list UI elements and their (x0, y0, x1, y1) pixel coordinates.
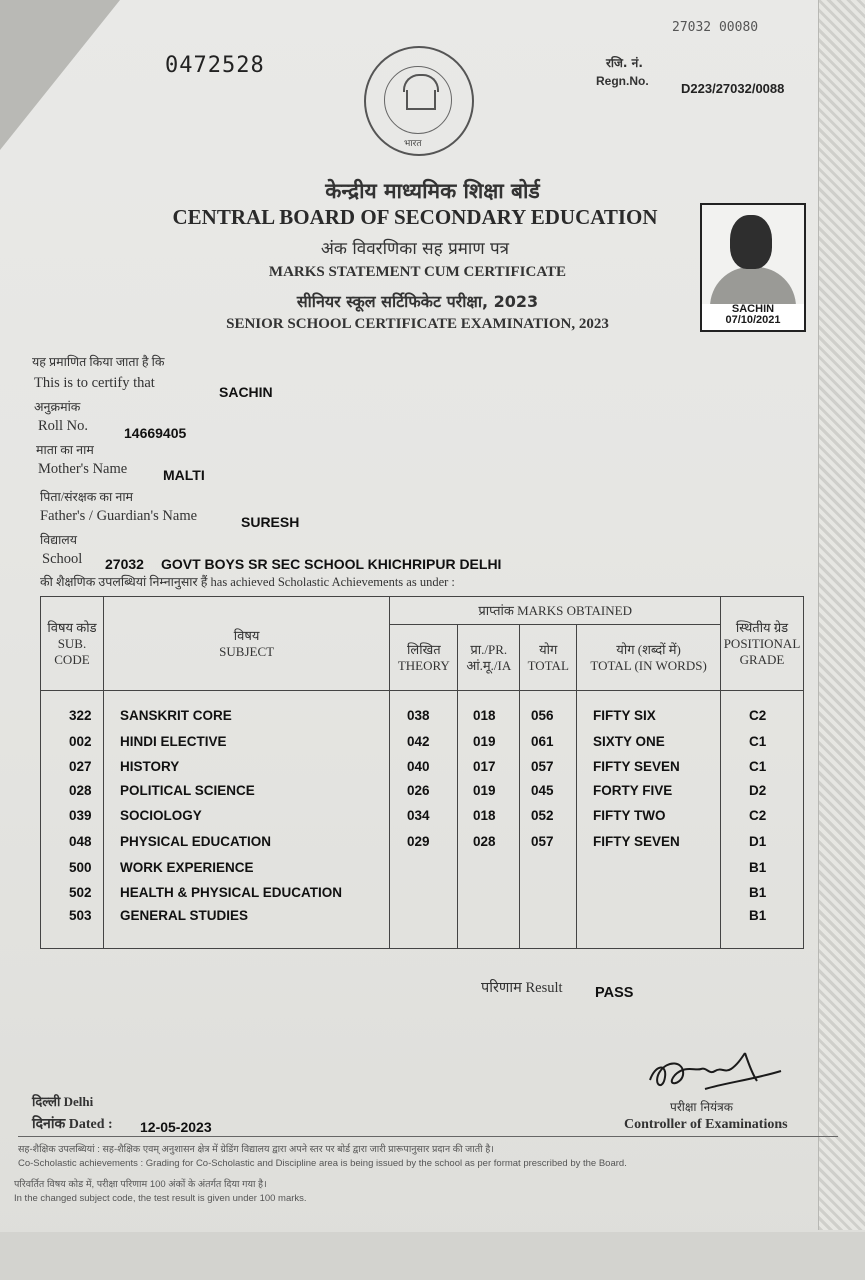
doc-title-hi: अंक विवरणिका सह प्रमाण पत्र (320, 239, 510, 259)
controller-label-en: Controller of Examinations (624, 1117, 788, 1132)
regn-number: D223/27032/0088 (681, 81, 785, 96)
table-row: 027 HISTORY 040 017 057 FIFTY SEVEN C1 (69, 759, 767, 774)
regn-label-en: Regn.No. (596, 74, 649, 88)
table-row: 028 POLITICAL SCIENCE 026 019 045 FORTY FIVE D2 (69, 783, 767, 798)
mother-name: MALTI (163, 467, 205, 483)
certify-label-hi: यह प्रमाणित किया जाता है कि (32, 355, 165, 369)
place-label: दिल्ली Delhi (32, 1094, 94, 1109)
controller-label-hi: परीक्षा नियंत्रक (670, 1100, 733, 1114)
header-theory: लिखित THEORY (390, 625, 458, 691)
photo-date: 07/10/2021 (725, 314, 781, 326)
achieve-label-en: has achieved Scholastic Achievements as under : (210, 575, 455, 589)
header-grade: स्थितीय ग्रेड POSITIONAL GRADE (720, 597, 803, 691)
header-total-words: योग (शब्दों में) TOTAL (IN WORDS) (577, 625, 721, 691)
roll-number: 14669405 (124, 425, 187, 441)
achieve-label-hi: की शैक्षणिक उपलब्धियां निम्नानुसार हैं (40, 575, 208, 589)
header-marks-obtained: प्राप्तांक MARKS OBTAINED (390, 597, 721, 625)
student-photo (700, 203, 806, 332)
board-title-hi: केन्द्रीय माध्यमिक शिक्षा बोर्ड (325, 179, 540, 203)
school-name: GOVT BOYS SR SEC SCHOOL KHICHRIPUR DELHI (161, 556, 502, 572)
regn-label-hi: रजि. नं. (606, 56, 643, 70)
father-label-hi: पिता/संरक्षक का नाम (40, 490, 134, 504)
footnote-en-2: In the changed subject code, the test result is given under 100 marks. (14, 1193, 307, 1204)
school-label-hi: विद्यालय (40, 533, 78, 547)
table-row: 500 WORK EXPERIENCE B1 (69, 860, 767, 875)
mother-label-hi: माता का नाम (36, 443, 94, 457)
table-row: 039 SOCIOLOGY 034 018 052 FIFTY TWO C2 (69, 808, 767, 823)
doc-title-en: MARKS STATEMENT CUM CERTIFICATE (268, 264, 567, 280)
school-code: 27032 (105, 556, 144, 572)
header-code: विषय कोड SUB. CODE (41, 597, 104, 691)
header-subject: विषय SUBJECT (103, 597, 389, 691)
father-label-en: Father's / Guardian's Name (40, 508, 198, 524)
roll-label-en: Roll No. (38, 418, 88, 434)
footnote-hi-1: सह-शैक्षिक उपलब्धियां : सह-शैक्षिक एवम् अनुशासन क्षेत्र में ग्रेडिंग विद्यालय द्वारा अपने स्तर पर बोर्ड द्वारा जारी प्रारूपानुसार प्रदान की जाती है। (18, 1144, 494, 1155)
table-row: 048 PHYSICAL EDUCATION 029 028 057 FIFTY SEVEN D1 (69, 834, 767, 849)
result-value: PASS (595, 985, 634, 1001)
header-practical: प्रा./PR. आं.मू./IA (458, 625, 520, 691)
folded-corner (0, 0, 120, 150)
signature (645, 1045, 785, 1100)
header-total: योग TOTAL (520, 625, 577, 691)
photo-name: SACHIN (731, 303, 775, 315)
father-name: SURESH (241, 514, 300, 530)
certify-label-en: This is to certify that (34, 375, 155, 391)
exam-title-en: SENIOR SCHOOL CERTIFICATE EXAMINATION, 2023 (226, 316, 609, 332)
top-code: 27032 00080 (672, 20, 759, 35)
achieve-label (40, 573, 455, 590)
table-row: 002 HINDI ELECTIVE 042 019 061 SIXTY ONE C1 (69, 734, 767, 749)
dated-label: दिनांक Dated : (32, 1117, 113, 1132)
exam-title-hi: सीनियर स्कूल सर्टिफिकेट परीक्षा, 2023 (296, 292, 539, 311)
student-name: SACHIN (219, 384, 273, 400)
result-label: परिणाम Result (481, 980, 563, 996)
table-row: 502 HEALTH & PHYSICAL EDUCATION B1 (69, 885, 767, 900)
mother-label-en: Mother's Name (38, 461, 128, 477)
table-row: 322 SANSKRIT CORE 038 018 056 FIFTY SIX C2 (69, 708, 767, 723)
logo-text: भारत (404, 139, 422, 149)
footer-divider (18, 1136, 838, 1137)
footnote-hi-2: परिवर्तित विषय कोड में, परीक्षा परिणाम 100 अंकों के अंतर्गत दिया गया है। (14, 1179, 267, 1190)
bottom-edge (0, 1232, 865, 1280)
footnote-en-1: Co-Scholastic achievements : Grading for Co-Scholastic and Discipline area is being issued by the school as per format prescribed by the Board. (18, 1158, 627, 1169)
cbse-logo-icon (364, 46, 474, 156)
board-title-en: CENTRAL BOARD OF SECONDARY EDUCATION (172, 205, 658, 229)
serial-number: 0472528 (165, 53, 265, 78)
roll-label-hi: अनुक्रमांक (34, 400, 81, 414)
issue-date: 12-05-2023 (140, 1119, 212, 1135)
school-label-en: School (42, 551, 83, 567)
table-row: 503 GENERAL STUDIES B1 (69, 908, 767, 923)
